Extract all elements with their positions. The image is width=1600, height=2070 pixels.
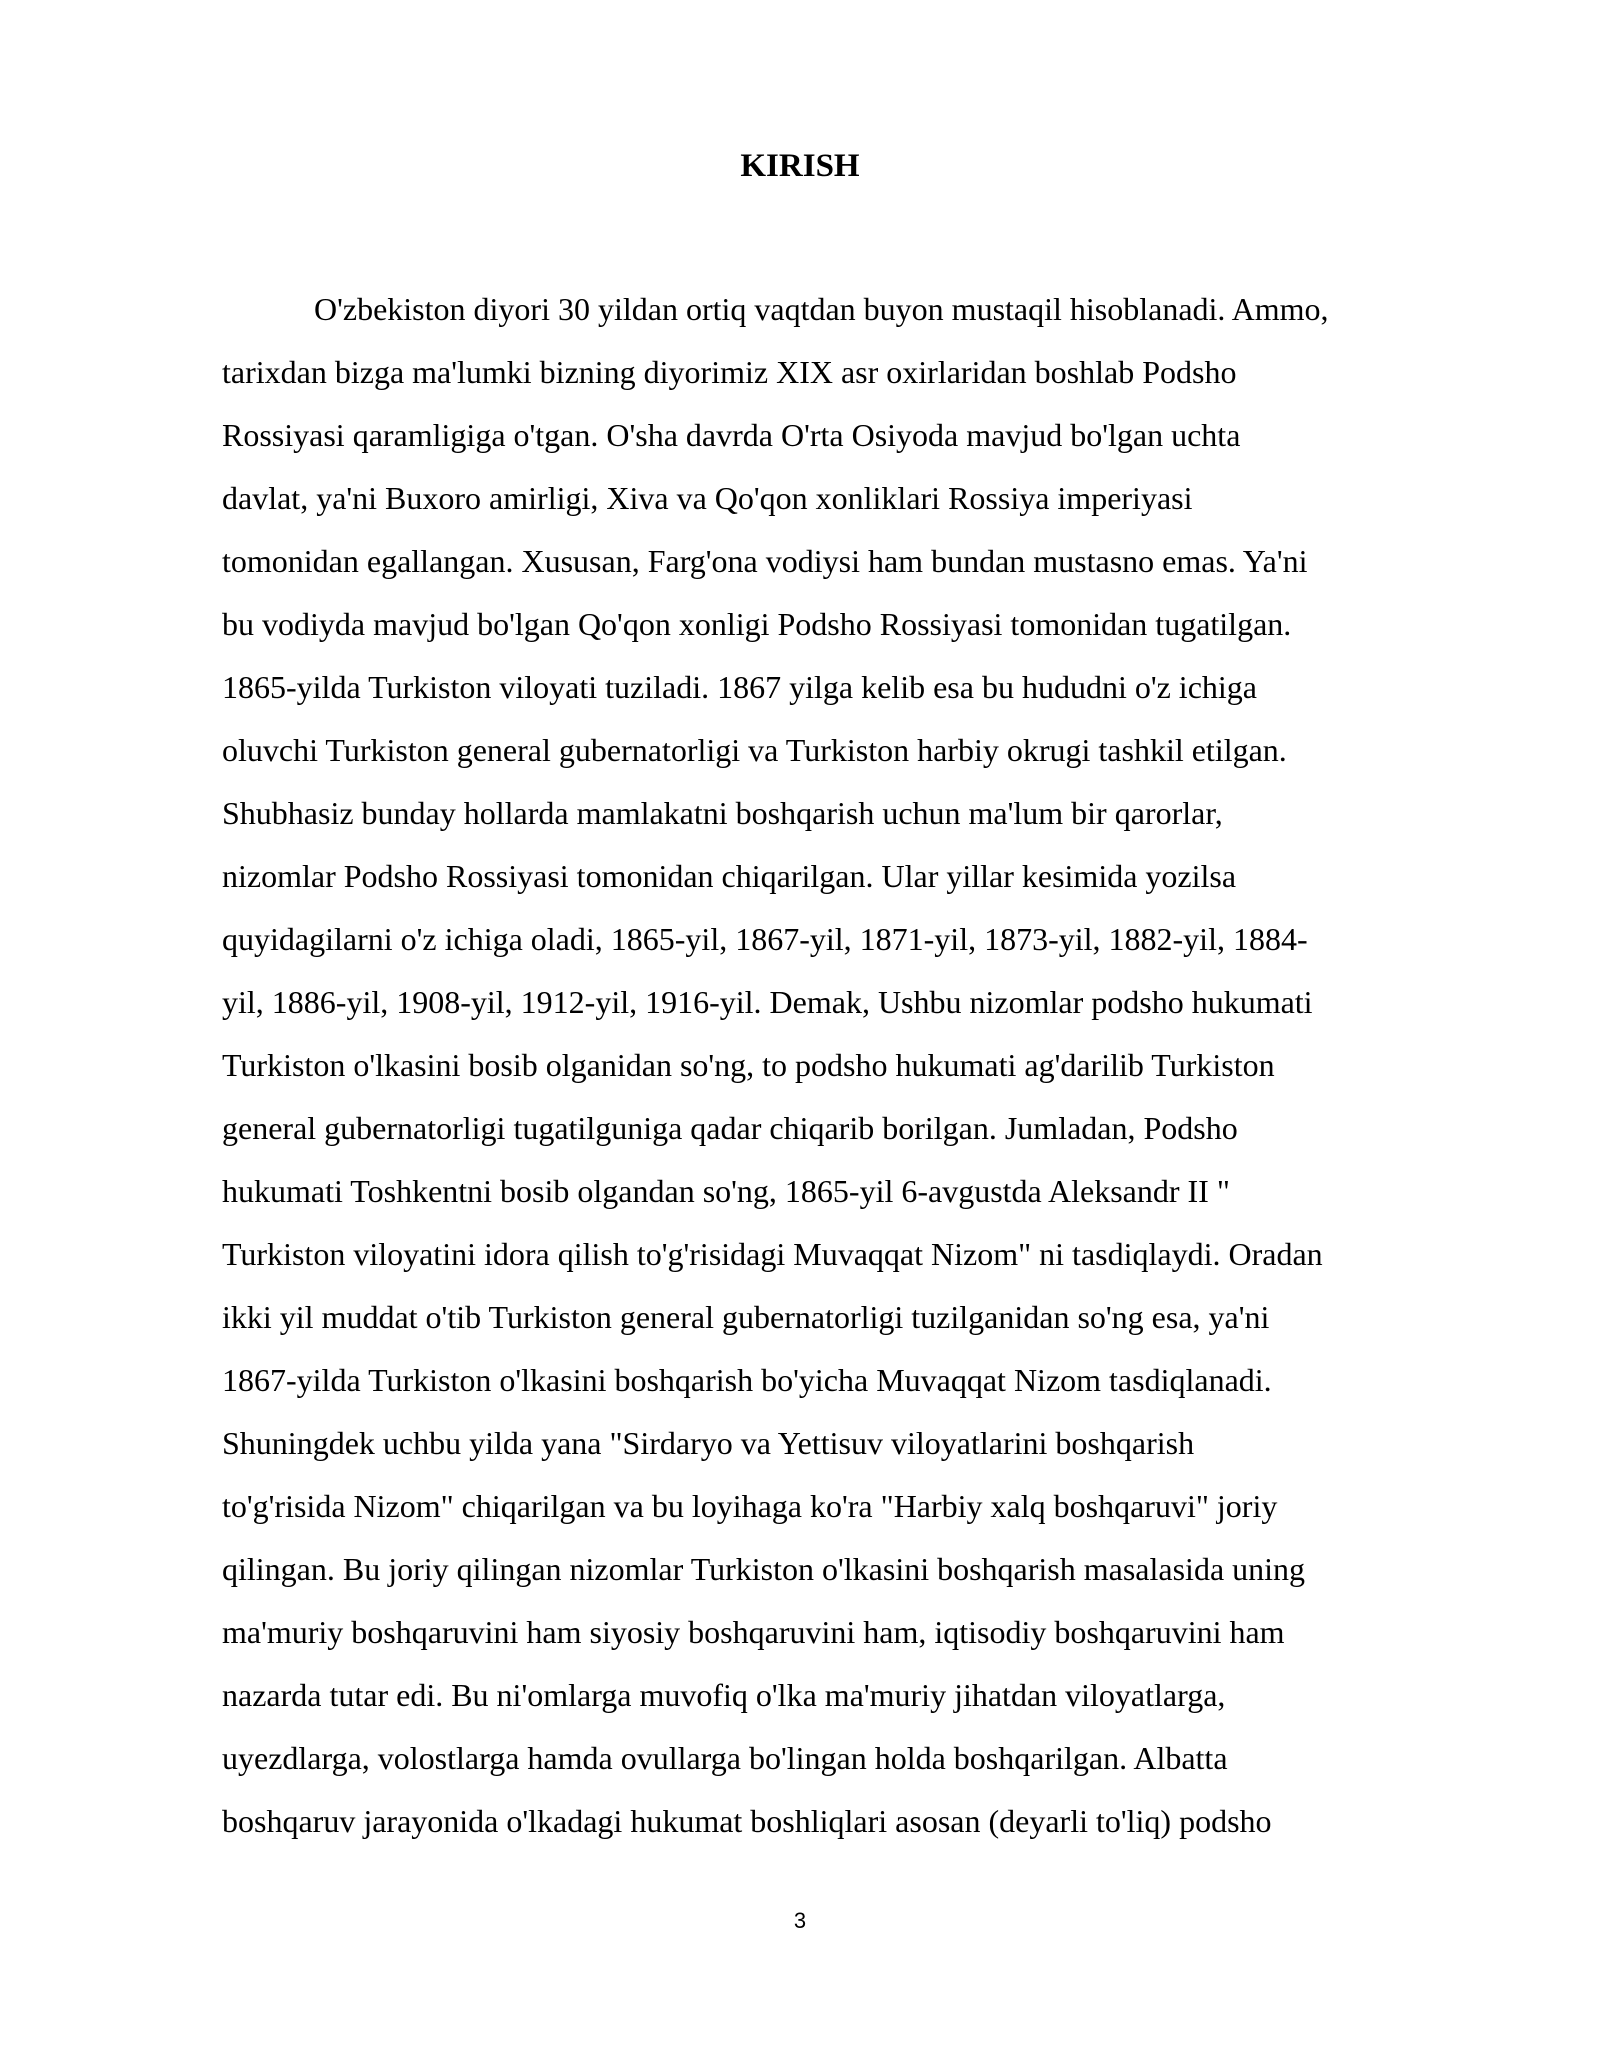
paragraph-line: Rossiyasi qaramligiga o'tgan. O'sha davrda O'rta Osiyoda mavjud bo'lgan uchta (222, 417, 1241, 453)
page-number: 3 (793, 1908, 807, 1933)
paragraph-line: Turkiston o'lkasini bosib olganidan so'ng, to podsho hukumati ag'darilib Turkiston (222, 1047, 1275, 1083)
paragraph-line: Turkiston viloyatini idora qilish to'g'risidagi Muvaqqat Nizom" ni tasdiqlaydi. Oradan (222, 1236, 1323, 1272)
paragraph-line: 1865-yilda Turkiston viloyati tuziladi. 1867 yilga kelib esa bu hududni o'z ichiga (222, 669, 1257, 705)
paragraph-line: bu vodiyda mavjud bo'lgan Qo'qon xonligi Podsho Rossiyasi tomonidan tugatilgan. (222, 606, 1292, 642)
paragraph-line: ikki yil muddat o'tib Turkiston general gubernatorligi tuzilganidan so'ng esa, ya'ni (222, 1299, 1270, 1335)
paragraph-line: to'g'risida Nizom" chiqarilgan va bu loyihaga ko'ra "Harbiy xalq boshqaruvi" joriy (222, 1488, 1278, 1524)
paragraph-line: quyidagilarni o'z ichiga oladi, 1865-yil, 1867-yil, 1871-yil, 1873-yil, 1882-yil, 1884- (222, 921, 1308, 957)
paragraph-line: Shubhasiz bunday hollarda mamlakatni boshqarish uchun ma'lum bir qarorlar, (222, 795, 1223, 831)
paragraph-line: Shuningdek uchbu yilda yana "Sirdaryo va Yettisuv viloyatlarini boshqarish (222, 1425, 1195, 1461)
paragraph-line: nazarda tutar edi. Bu ni'omlarga muvofiq o'lka ma'muriy jihatdan viloyatlarga, (222, 1677, 1226, 1713)
paragraph-line: tomonidan egallangan. Xususan, Farg'ona vodiysi ham bundan mustasno emas. Ya'ni (222, 543, 1308, 579)
paragraph-line: uyezdlarga, volostlarga hamda ovullarga bo'lingan holda boshqarilgan. Albatta (222, 1740, 1228, 1776)
paragraph-line: 1867-yilda Turkiston o'lkasini boshqarish bo'yicha Muvaqqat Nizom tasdiqlanadi. (222, 1362, 1272, 1398)
paragraph-line: oluvchi Turkiston general gubernatorligi va Turkiston harbiy okrugi tashkil etilgan. (222, 732, 1287, 768)
paragraph-line: boshqaruv jarayonida o'lkadagi hukumat boshliqlari asosan (deyarli to'liq) podsho (222, 1803, 1272, 1839)
paragraph-line: nizomlar Podsho Rossiyasi tomonidan chiqarilgan. Ular yillar kesimida yozilsa (222, 858, 1237, 894)
paragraph-line: qilingan. Bu joriy qilingan nizomlar Turkiston o'lkasini boshqarish masalasida uning (222, 1551, 1306, 1587)
paragraph-line: tarixdan bizga ma'lumki bizning diyorimiz XIX asr oxirlaridan boshlab Podsho (222, 354, 1237, 390)
paragraph-line: yil, 1886-yil, 1908-yil, 1912-yil, 1916-yil. Demak, Ushbu nizomlar podsho hukumati (222, 984, 1313, 1020)
paragraph-line: davlat, ya'ni Buxoro amirligi, Xiva va Qo'qon xonliklari Rossiya imperiyasi (222, 480, 1193, 516)
paragraph-line: general gubernatorligi tugatilguniga qadar chiqarib borilgan. Jumladan, Podsho (222, 1110, 1238, 1146)
section-heading: KIRISH (740, 148, 860, 184)
paragraph-line: hukumati Toshkentni bosib olgandan so'ng, 1865-yil 6-avgustda Aleksandr II " (222, 1173, 1230, 1209)
body-paragraph (222, 278, 1512, 1853)
paragraph-line: O'zbekiston diyori 30 yildan ortiq vaqtdan buyon mustaqil hisoblanadi. Ammo, (314, 291, 1329, 327)
paragraph-line: ma'muriy boshqaruvini ham siyosiy boshqaruvini ham, iqtisodiy boshqaruvini ham (222, 1614, 1285, 1650)
